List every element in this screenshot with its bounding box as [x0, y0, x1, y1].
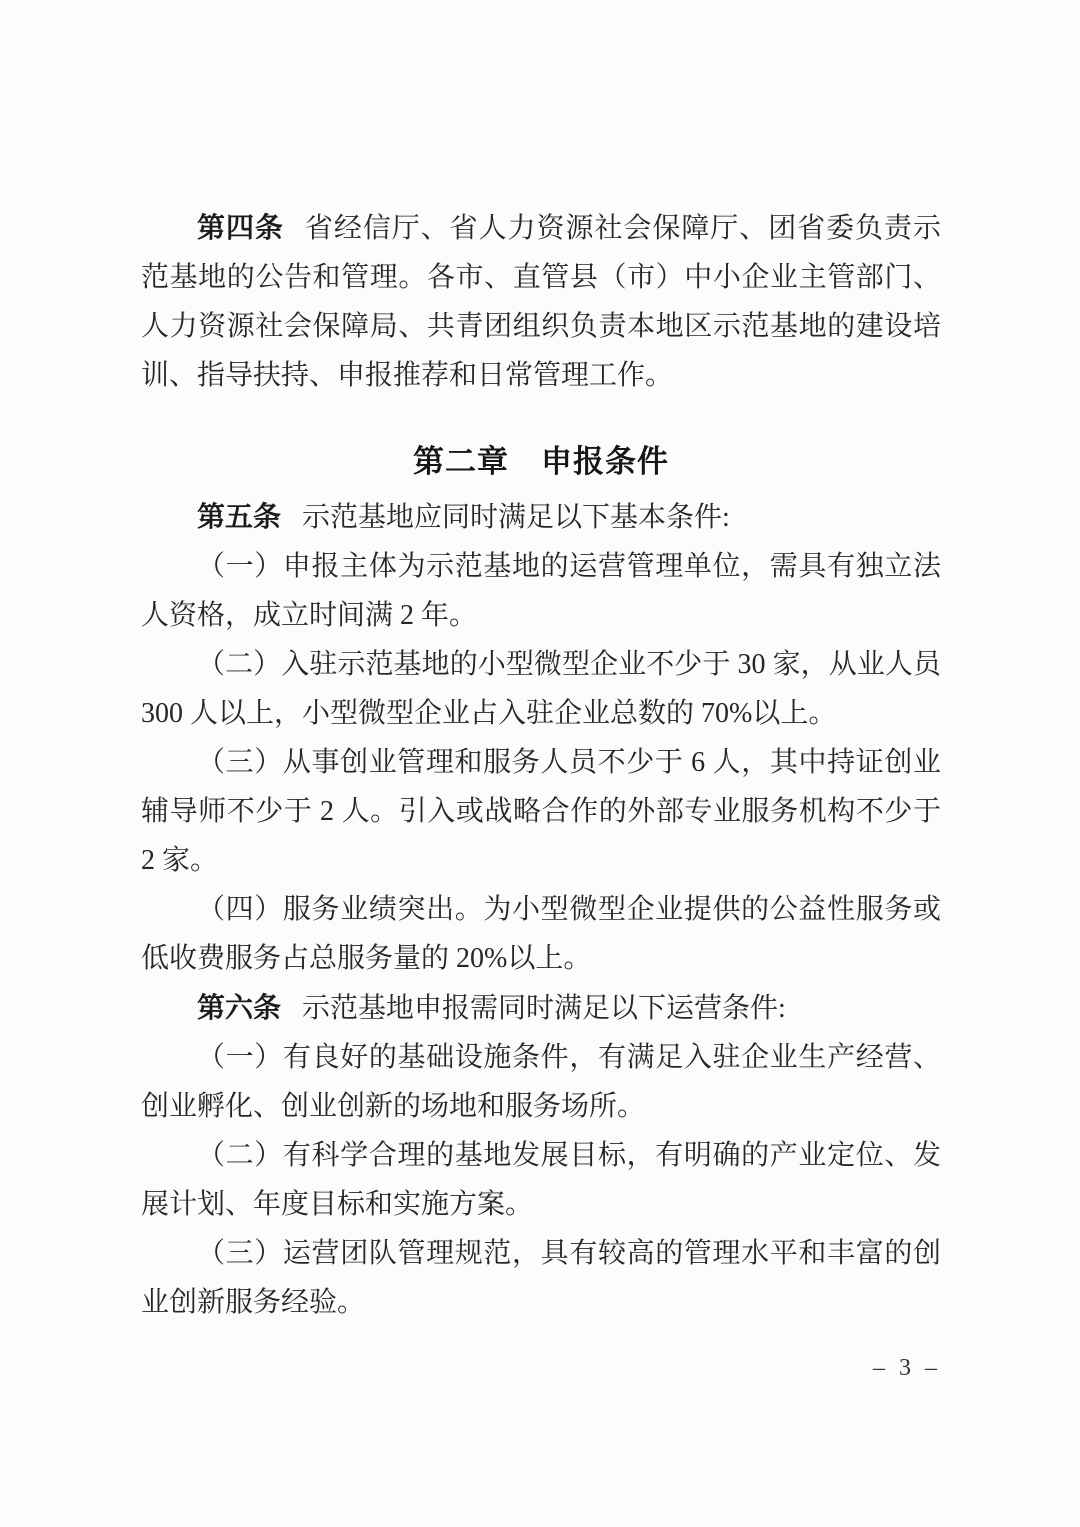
article-6-paragraph: [141, 983, 941, 1033]
article-5-item-2: （二）入驻示范基地的小型微型企业不少于 30 家，从业人员 300 人以上，小型微型企业占入驻企业总数的 70%以上。: [141, 649, 941, 729]
article-5-item-1: （一）申报主体为示范基地的运营管理单位，需具有独立法人资格，成立时间满 2 年。: [141, 551, 941, 631]
article-5-label: 第五条: [197, 501, 282, 532]
article-6-item-2: （二）有科学合理的基地发展目标，有明确的产业定位、发展计划、年度目标和实施方案。: [141, 1140, 941, 1220]
article-5-text: 示范基地应同时满足以下基本条件:: [302, 502, 730, 533]
article-4-text: 省经信厅、省人力资源社会保障厅、团省委负责示范基地的公告和管理。各市、直管县（市）中小企业主管部门、人力资源社会保障局、共青团组织负责本地区示范基地的建设培训、指导扶持、申报推荐和日常管理工作。: [141, 213, 941, 391]
article-5-item-3: （三）从事创业管理和服务人员不少于 6 人，其中持证创业辅导师不少于 2 人。引入或战略合作的外部专业服务机构不少于 2 家。: [141, 747, 941, 876]
page-number: – 3 –: [873, 1355, 941, 1381]
article-5-paragraph: [141, 492, 941, 542]
article-6-text: 示范基地申报需同时满足以下运营条件:: [302, 993, 786, 1024]
document-body: [141, 203, 941, 1383]
article-6-item-3: （三）运营团队管理规范，具有较高的管理水平和丰富的创业创新服务经验。: [141, 1238, 941, 1318]
article-6-item-1: （一）有良好的基础设施条件，有满足入驻企业生产经营、创业孵化、创业创新的场地和服务场所。: [141, 1042, 941, 1122]
article-6-label: 第六条: [197, 992, 282, 1023]
article-5-item-4: （四）服务业绩突出。为小型微型企业提供的公益性服务或低收费服务占总服务量的 20%以上。: [141, 894, 941, 974]
article-4-label: 第四条: [197, 212, 284, 243]
chapter-2-heading: 第二章 申报条件: [413, 444, 669, 479]
article-4-paragraph: [141, 203, 941, 400]
